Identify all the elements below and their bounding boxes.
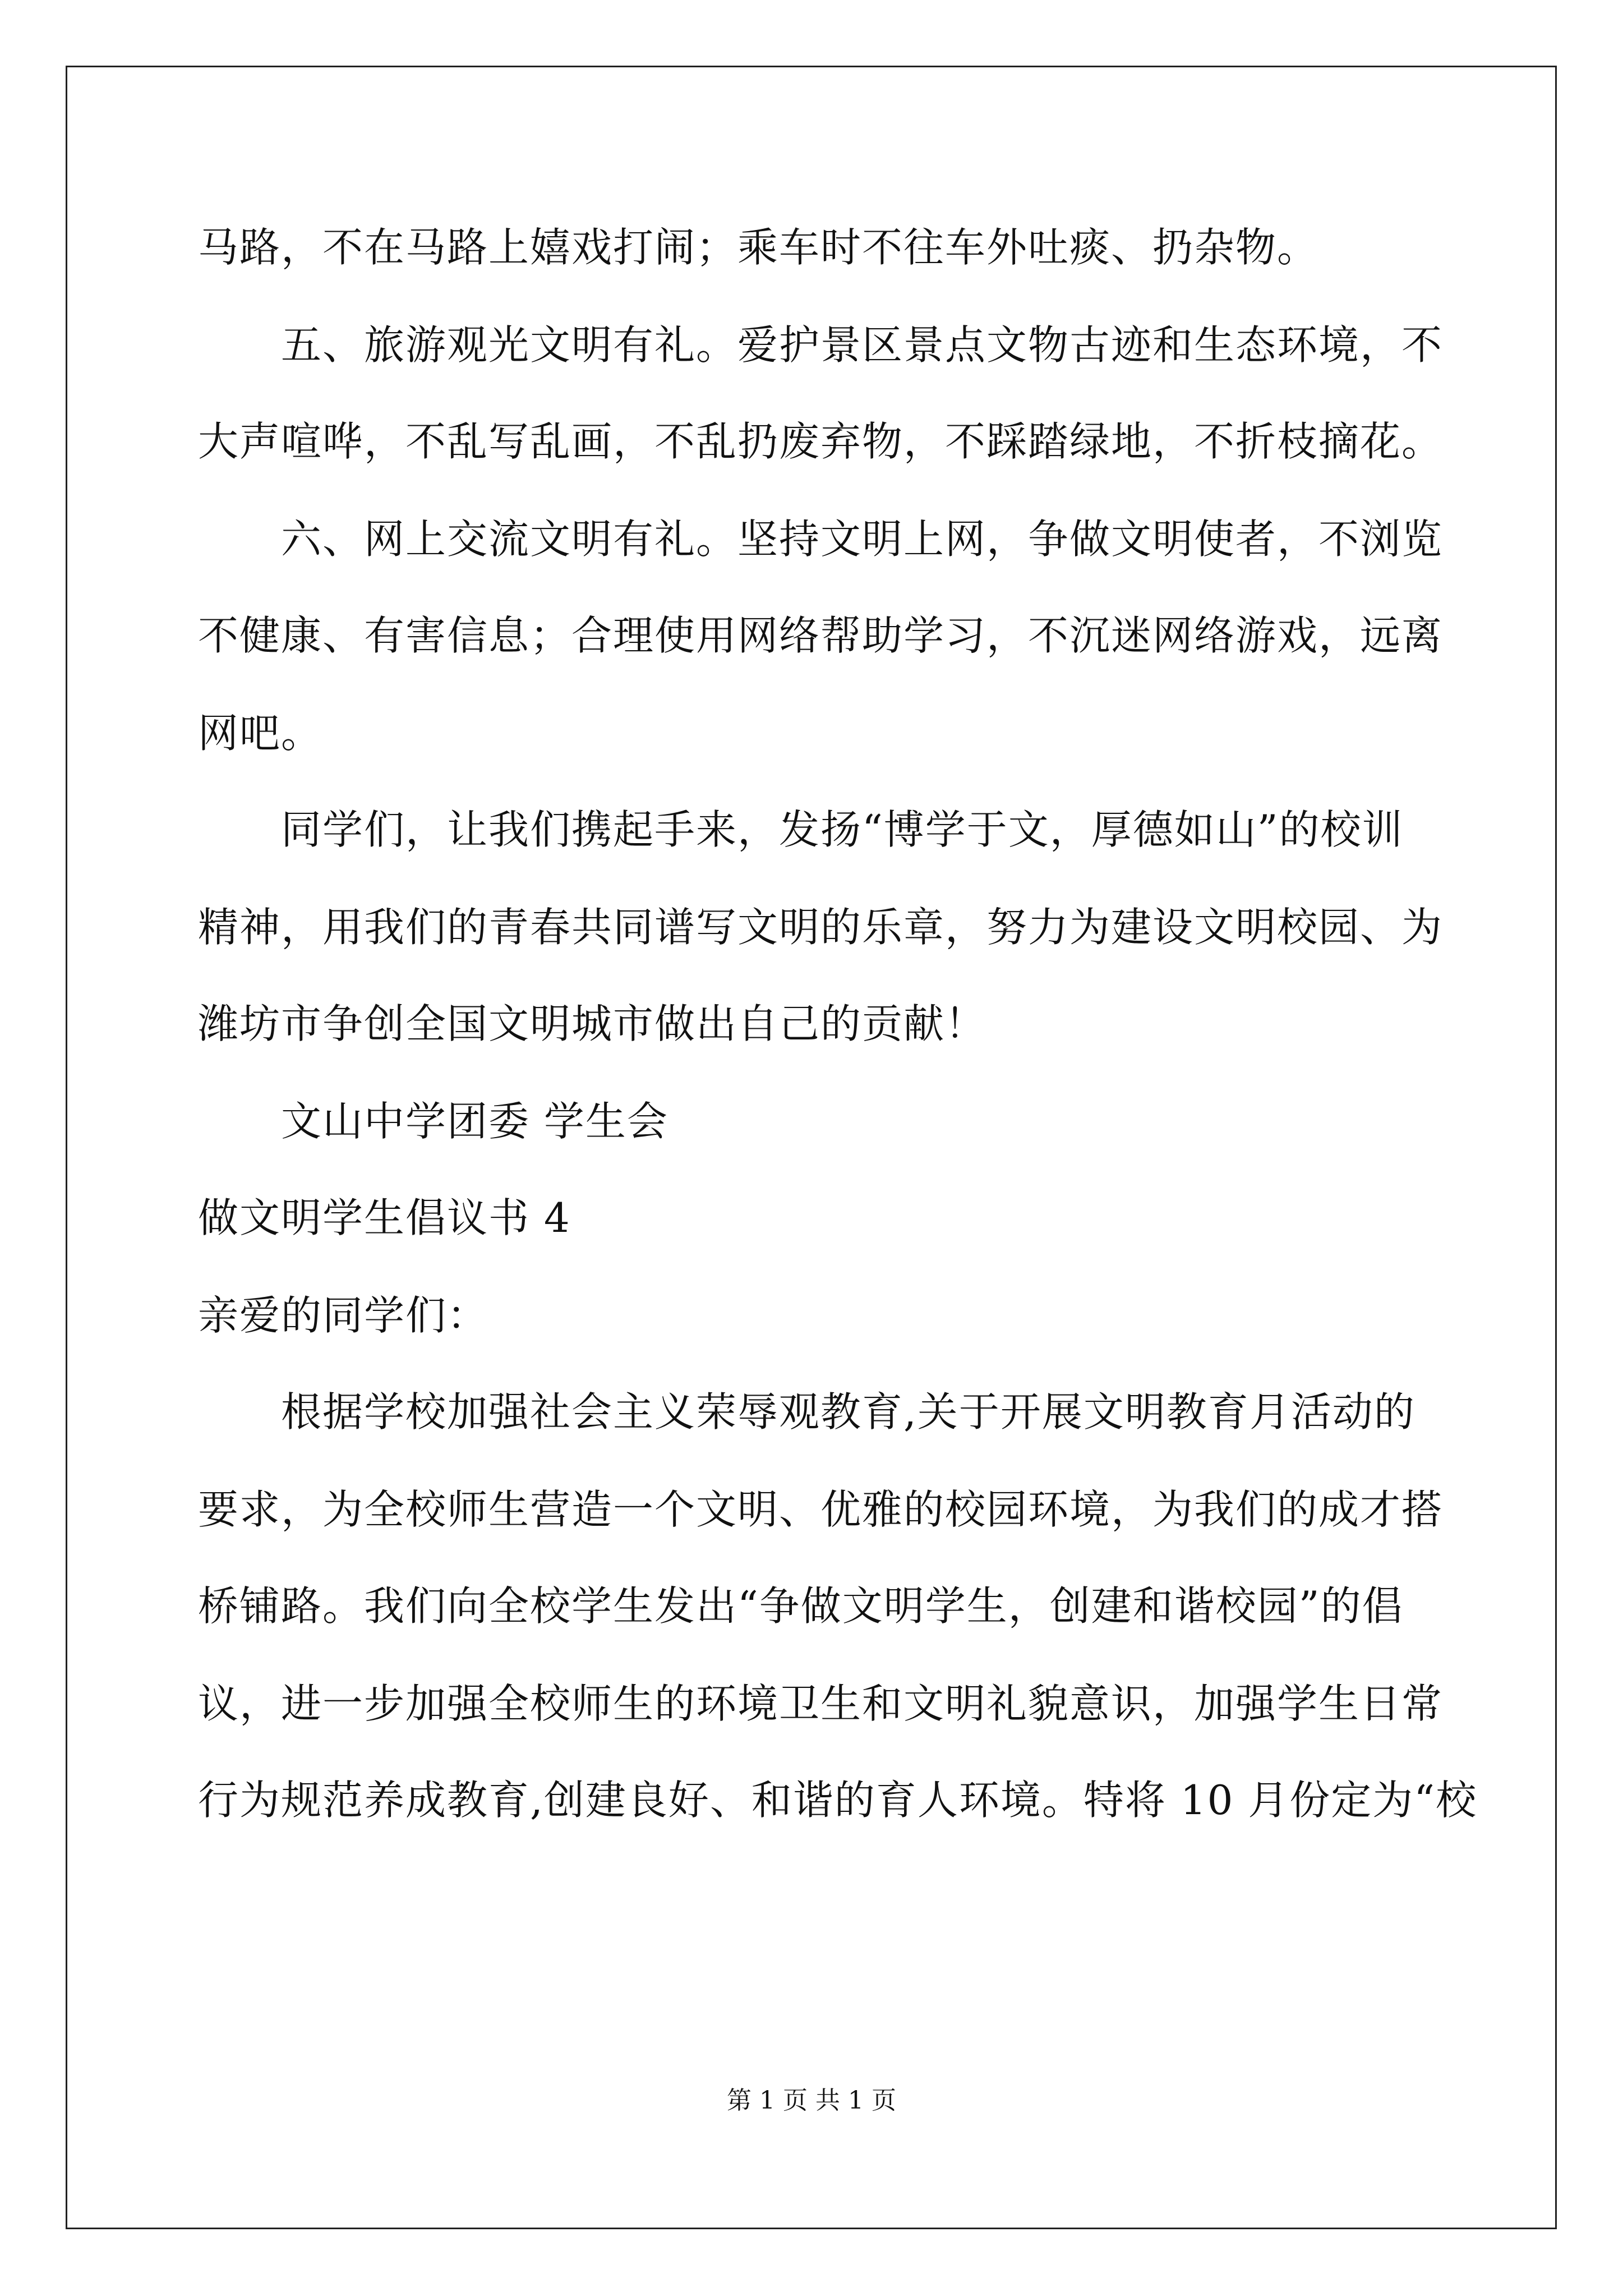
section-title: 做文明学生倡议书 4	[198, 1194, 571, 1241]
text-line: 不健康、有害信息；合理使用网络帮助学习，不沉迷网络游戏，远离	[198, 612, 1444, 659]
text-line: 大声喧哗，不乱写乱画，不乱扔废弃物，不踩踏绿地，不折枝摘花。	[198, 418, 1444, 465]
page-footer: 第 1 页 共 1 页	[727, 2086, 896, 2115]
text-line: 精神，用我们的青春共同谱写文明的乐章，努力为建设文明校园、为	[198, 904, 1444, 951]
paragraph-5-line: 五、旅游观光文明有礼。爱护景区景点文物古迹和生态环境，不	[281, 321, 1444, 369]
signature-line: 文山中学团委 学生会	[281, 1098, 668, 1145]
text-line: 桥铺路。我们向全校学生发出“争做文明学生，创建和谐校园”的倡	[198, 1582, 1404, 1630]
text-line: 行为规范养成教育,创建良好、和谐的育人环境。特将 10 月份定为“校	[198, 1777, 1478, 1824]
salutation: 亲爱的同学们：	[198, 1292, 489, 1339]
closing-paragraph-line: 同学们，让我们携起手来，发扬“博学于文，厚德如山”的校训	[281, 806, 1404, 853]
text-line: 网吧。	[198, 710, 323, 757]
text-line: 议，进一步加强全校师生的环境卫生和文明礼貌意识，加强学生日常	[198, 1680, 1444, 1727]
paragraph-6-line: 六、网上交流文明有礼。坚持文明上网，争做文明使者，不浏览	[281, 516, 1444, 563]
text-line: 要求，为全校师生营造一个文明、优雅的校园环境，为我们的成才搭	[198, 1486, 1444, 1533]
text-line: 潍坊市争创全国文明城市做出自己的贡献！	[198, 1000, 987, 1047]
paragraph-line: 根据学校加强社会主义荣辱观教育,关于开展文明教育月活动的	[281, 1388, 1415, 1435]
text-line: 马路，不在马路上嬉戏打闹；乘车时不往车外吐痰、扔杂物。	[198, 224, 1319, 271]
